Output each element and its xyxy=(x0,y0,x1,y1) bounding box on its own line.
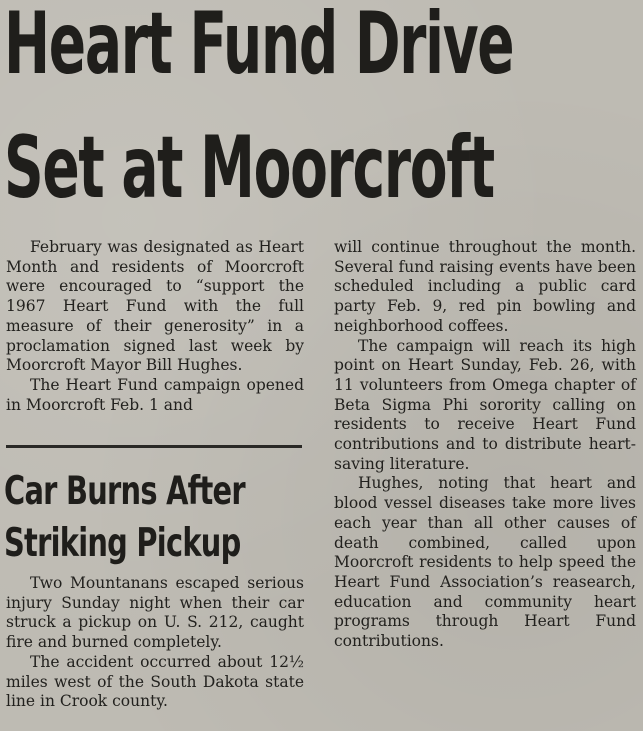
column-divider-rule xyxy=(6,445,302,448)
story2-paragraph-1: Two Mountanans escaped serious injury Sunday night when their car struck a pickup on U. S. 212, caught fire and burned completely. xyxy=(6,574,304,652)
story2-headline-line-1: Car Burns After xyxy=(4,469,245,514)
story1-paragraph-1: February was designated as Heart Month and residents of Moorcroft were encouraged to “support the 1967 Heart Fund with the full measure of their generosity” in a proclamation signed last week by Moorcroft Mayor Bill Hughes. xyxy=(6,238,304,375)
story2-column xyxy=(6,574,304,712)
story1-left-column xyxy=(6,238,304,415)
story2-headline-line-2: Striking Pickup xyxy=(4,521,241,566)
story1-paragraph-campaign: The campaign will reach its high point on Heart Sunday, Feb. 26, with 11 volunteers from Omega chapter of Beta Sigma Phi sorority calling on residents to receive Heart Fund contributions and to distribute heart-saving literature. xyxy=(334,336,636,473)
story2-paragraph-2: The accident occurred about 12½ miles west of the South Dakota state line in Crook county. xyxy=(6,652,304,711)
headline-line-2: Set at Moorcroft xyxy=(4,118,494,218)
headline-line-1: Heart Fund Drive xyxy=(4,0,514,94)
story1-paragraph-hughes: Hughes, noting that heart and blood vessel diseases take more lives each year than all other causes of death combined, called upon Moorcroft residents to help speed the Heart Fund Association’s reasearch, education and community heart programs through Heart Fund contributions. xyxy=(334,474,636,651)
story1-right-column xyxy=(334,238,636,652)
story1-paragraph-continued: will continue throughout the month. Several fund raising events have been scheduled including a public card party Feb. 9, red pin bowling and neighborhood coffees. xyxy=(334,238,636,335)
story1-paragraph-2: The Heart Fund campaign opened in Moorcroft Feb. 1 and xyxy=(6,375,304,414)
